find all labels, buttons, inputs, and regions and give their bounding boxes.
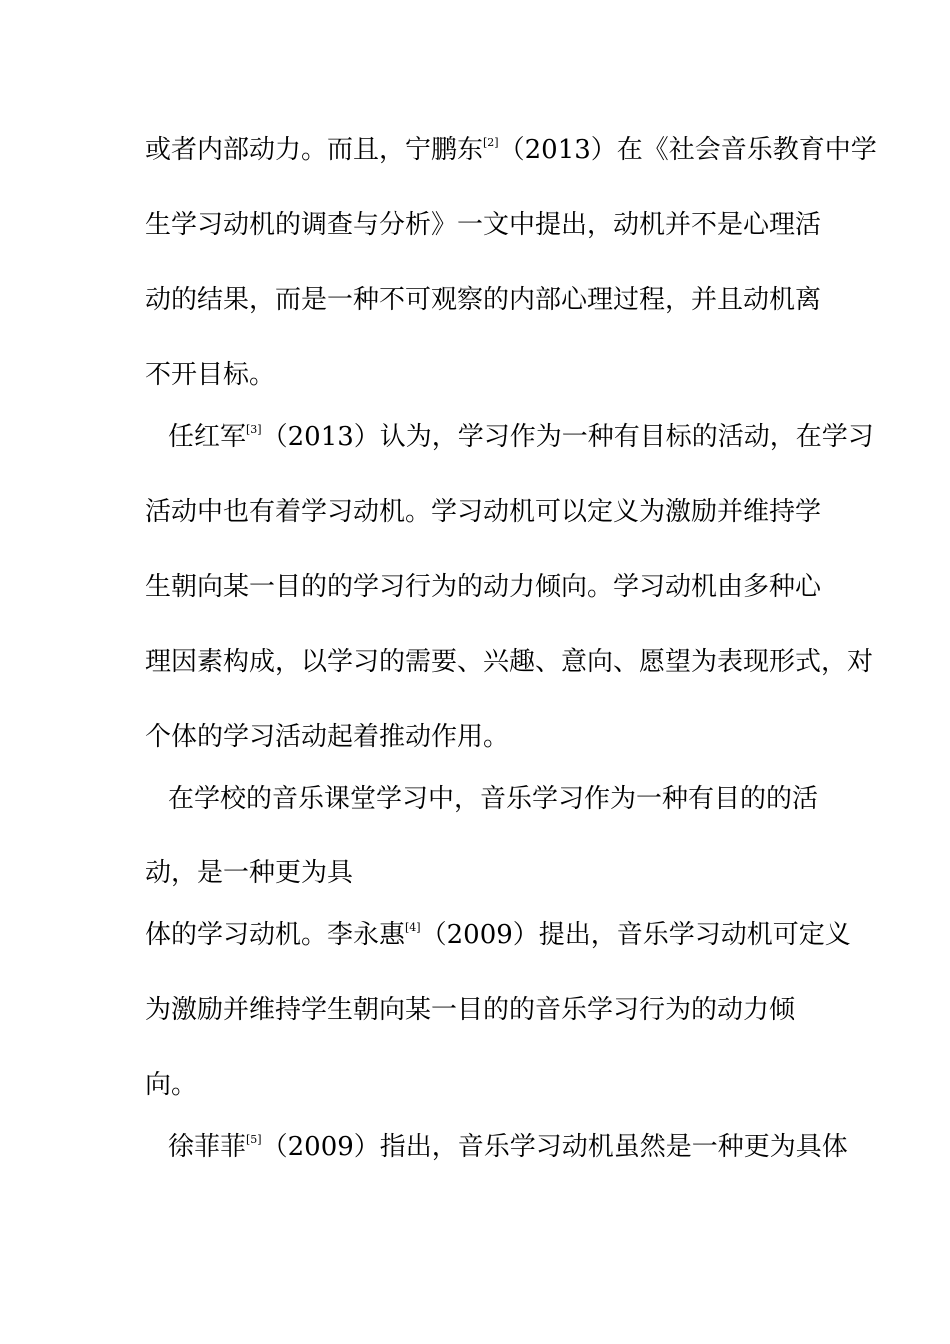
line-text: （2009）指出，音乐学习动机虽然是一种更为具体 [261, 1132, 848, 1162]
text-line: 不开目标。 [145, 360, 276, 390]
line-text: （2013）认为，学习作为一种有目标的活动，在学习 [261, 422, 874, 452]
text-line: 向。 [145, 1070, 198, 1100]
text-line: 生朝向某一目的的学习行为的动力倾向。学习动机由多种心 [145, 572, 822, 602]
text-line [145, 920, 851, 950]
line-text: 体的学习动机。李永惠 [145, 920, 406, 950]
text-line [168, 422, 874, 452]
text-line: 理因素构成，以学习的需要、兴趣、意向、愿望为表现形式，对 [145, 647, 874, 677]
citation-ref: [4] [405, 921, 421, 934]
text-line: 为激励并维持学生朝向某一目的的音乐学习行为的动力倾 [145, 995, 796, 1025]
text-line: 动，是一种更为具 [145, 858, 354, 888]
line-text: 任红军 [168, 422, 247, 452]
text-line: 生学习动机的调查与分析》一文中提出，动机并不是心理活 [145, 210, 822, 240]
text-line: 在学校的音乐课堂学习中，音乐学习作为一种有目的的活 [168, 784, 819, 814]
line-text: 徐菲菲 [168, 1132, 247, 1162]
text-line: 活动中也有着学习动机。学习动机可以定义为激励并维持学 [145, 497, 822, 527]
citation-ref: [5] [246, 1133, 262, 1146]
line-text: （2009）提出，音乐学习动机可定义 [420, 920, 851, 950]
citation-ref: [2] [483, 136, 499, 149]
line-text: （2013）在《社会音乐教育中学 [498, 135, 877, 165]
text-line: 动的结果，而是一种不可观察的内部心理过程，并且动机离 [145, 285, 822, 315]
text-line [168, 1132, 848, 1162]
line-text: 或者内部动力。而且，宁鹏东 [145, 135, 484, 165]
text-line: 个体的学习活动起着推动作用。 [145, 722, 510, 752]
citation-ref: [3] [246, 423, 262, 436]
text-line [145, 135, 877, 165]
